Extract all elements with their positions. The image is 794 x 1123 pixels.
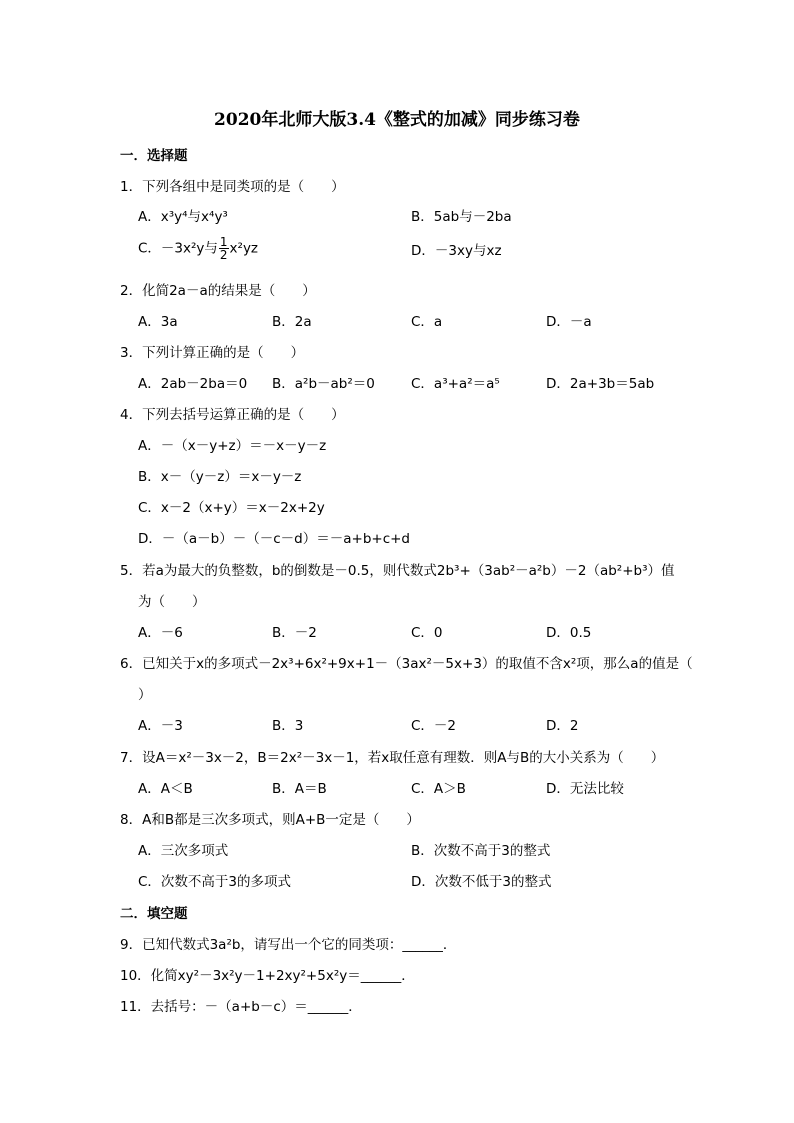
question-3-option-b: B．a²b－ab²＝0 xyxy=(272,376,375,392)
fraction-denominator: 2 xyxy=(219,248,228,262)
section-heading-fill-in: 二．填空题 xyxy=(120,906,188,922)
question-5-stem-continued: 为（ ） xyxy=(138,594,206,610)
question-7-option-c: C．A＞B xyxy=(411,781,466,797)
question-7-option-b: B．A＝B xyxy=(272,781,327,797)
question-3-option-c: C．a³+a²＝a⁵ xyxy=(411,376,500,392)
question-4-option-d: D．－（a－b）－（－c－d）＝－a+b+c+d xyxy=(138,531,410,547)
question-7-option-a: A．A＜B xyxy=(138,781,193,797)
question-1-stem: 1．下列各组中是同类项的是（ ） xyxy=(120,179,345,195)
question-6-stem-continued: ） xyxy=(138,687,152,703)
question-7-option-d: D．无法比较 xyxy=(546,781,624,797)
question-5-option-b: B．－2 xyxy=(272,625,317,641)
question-8-option-a: A．三次多项式 xyxy=(138,843,229,859)
question-1-option-a: A．x³y⁴与x⁴y³ xyxy=(138,209,228,225)
question-5-option-d: D．0.5 xyxy=(546,625,592,641)
question-1-option-c-suffix: x²yz xyxy=(229,240,259,257)
question-1-option-c xyxy=(138,236,258,261)
question-6-option-b: B．3 xyxy=(272,718,304,734)
question-6-option-c: C．－2 xyxy=(411,718,457,734)
question-2-option-c: C．a xyxy=(411,314,443,330)
question-6-option-d: D．2 xyxy=(546,718,579,734)
question-2-option-d: D．－a xyxy=(546,314,592,330)
question-5-stem: 5．若a为最大的负整数，b的倒数是－0.5，则代数式2b³+（3ab²－a²b）－2（ab²+b³）值 xyxy=(120,563,675,579)
question-1-option-b: B．5ab与－2ba xyxy=(411,209,512,225)
question-6-stem: 6．已知关于x的多项式－2x³+6x²+9x+1－（3ax²－5x+3）的取值不含x²项，那么a的值是（ xyxy=(120,656,693,672)
question-11-stem: 11．去括号：－（a+b－c）＝______． xyxy=(120,999,362,1015)
question-2-stem: 2．化简2a－a的结果是（ ） xyxy=(120,283,316,299)
question-1-option-d: D．－3xy与xz xyxy=(411,243,502,259)
question-4-stem: 4．下列去括号运算正确的是（ ） xyxy=(120,407,345,423)
question-4-option-c: C．x－2（x+y）＝x－2x+2y xyxy=(138,500,325,516)
question-4-option-b: B．x－（y－z）＝x－y－z xyxy=(138,469,302,485)
question-5-option-a: A．－6 xyxy=(138,625,183,641)
question-9-stem: 9．已知代数式3a²b，请写出一个它的同类项：______． xyxy=(120,937,457,953)
fraction-numerator: 1 xyxy=(219,235,228,249)
fraction-one-half xyxy=(219,236,229,261)
question-8-option-b: B．次数不高于3的整式 xyxy=(411,843,551,859)
page-title: 2020年北师大版3.4《整式的加减》同步练习卷 xyxy=(214,110,580,130)
question-6-option-a: A．－3 xyxy=(138,718,183,734)
question-8-stem: 8．A和B都是三次多项式，则A+B一定是（ ） xyxy=(120,812,420,828)
question-5-option-c: C．0 xyxy=(411,625,443,641)
section-heading-choice: 一．选择题 xyxy=(120,148,188,164)
question-3-option-a: A．2ab－2ba＝0 xyxy=(138,376,248,392)
question-2-option-a: A．3a xyxy=(138,314,178,330)
question-3-option-d: D．2a+3b＝5ab xyxy=(546,376,655,392)
question-1-option-c-prefix: C．－3x²y与 xyxy=(138,240,218,257)
question-4-option-a: A．－（x－y+z）＝－x－y－z xyxy=(138,438,327,454)
question-10-stem: 10．化简xy²－3x²y－1+2xy²+5x²y＝______． xyxy=(120,968,415,984)
question-2-option-b: B．2a xyxy=(272,314,312,330)
question-7-stem: 7．设A＝x²－3x－2，B＝2x²－3x－1，若x取任意有理数．则A与B的大小关系为（ ） xyxy=(120,750,665,766)
question-3-stem: 3．下列计算正确的是（ ） xyxy=(120,345,305,361)
question-8-option-d: D．次数不低于3的整式 xyxy=(411,874,552,890)
question-8-option-c: C．次数不高于3的多项式 xyxy=(138,874,292,890)
